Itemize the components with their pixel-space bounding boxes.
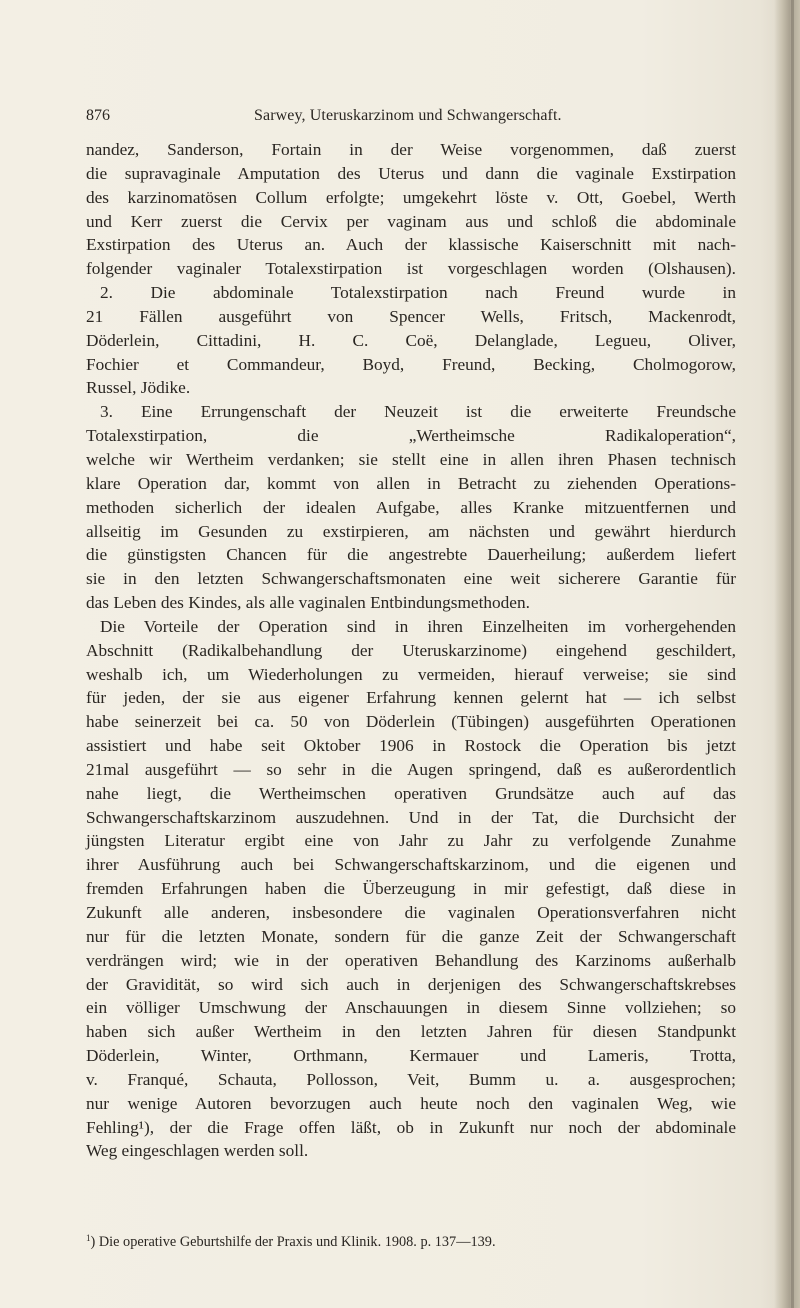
text-line: sie in den letzten Schwangerschaftsmonaten eine weit sicherere Garantie für <box>86 569 736 589</box>
text-line: Schwangerschaftskarzinom auszudehnen. Und in der Tat, die Durchsicht der <box>86 807 736 827</box>
text-line: Fehling¹), der die Frage offen läßt, ob in Zukunft nur noch der abdominale <box>86 1117 736 1137</box>
text-line: weshalb ich, um Wiederholungen zu vermeiden, hierauf verweise; sie sind <box>86 664 736 684</box>
text-line: des karzinomatösen Collum erfolgte; umgekehrt löste v. Ott, Goebel, Werth <box>86 187 736 207</box>
text-line: 21mal ausgeführt — so sehr in die Augen springend, daß es außerordentlich <box>86 759 736 779</box>
text-line: folgender vaginaler Totalexstirpation ist vorgeschlagen worden (Olshausen). <box>86 259 736 279</box>
binding-edge <box>791 0 794 1308</box>
text-line: methoden sicherlich der idealen Aufgabe, alles Kranke mitzuentfernen und <box>86 497 736 517</box>
text-line: nur wenige Autoren bevorzugen auch heute noch den vaginalen Weg, wie <box>86 1093 736 1113</box>
text-line: das Leben des Kindes, als alle vaginalen Entbindungsmethoden. <box>86 593 530 613</box>
text-line: v. Franqué, Schauta, Pollosson, Veit, Bumm u. a. ausgesprochen; <box>86 1069 736 1089</box>
text-line: Russel, Jödike. <box>86 378 191 398</box>
text-line: Döderlein, Cittadini, H. C. Coë, Delanglade, Legueu, Oliver, <box>86 330 736 350</box>
text-line: ein völliger Umschwung der Anschauungen in diesem Sinne vollziehen; so <box>86 998 736 1018</box>
text-line: Die Vorteile der Operation sind in ihren Einzelheiten im vorhergehenden <box>100 616 736 636</box>
text-line: ihrer Ausführung auch bei Schwangerschaftskarzinom, und die eigenen und <box>86 855 736 875</box>
text-line: fremden Erfahrungen haben die Überzeugung in mir gefestigt, daß diese in <box>86 879 736 899</box>
text-line: klare Operation dar, kommt von allen in Betracht zu ziehenden Operations- <box>86 473 736 493</box>
text-line: allseitig im Gesunden zu exstirpieren, am nächsten und gewährt hierdurch <box>86 521 736 541</box>
page-header <box>86 106 736 126</box>
text-line: die günstigsten Chancen für die angestrebte Dauerheilung; außerdem liefert <box>86 545 736 565</box>
text-line: Exstirpation des Uterus an. Auch der klassische Kaiserschnitt mit nach- <box>86 235 736 255</box>
text-line: der Gravidität, so wird sich auch in derjenigen des Schwangerschaftskrebses <box>86 974 736 994</box>
text-line: assistiert und habe seit Oktober 1906 in Rostock die Operation bis jetzt <box>86 736 736 756</box>
footnote-marker: 1 <box>86 1233 91 1243</box>
body-text <box>86 138 736 1163</box>
text-line: und Kerr zuerst die Cervix per vaginam aus und schloß die abdominale <box>86 211 736 231</box>
footnote-text: Die operative Geburtshilfe der Praxis und Klinik. 1908. p. 137—139. <box>98 1234 496 1250</box>
text-line: die supravaginale Amputation des Uterus und dann die vaginale Exstirpation <box>86 163 736 183</box>
text-line: Döderlein, Winter, Orthmann, Kermauer und Lameris, Trotta, <box>86 1046 736 1066</box>
text-line: 3. Eine Errungenschaft der Neuzeit ist die erweiterte Freundsche <box>100 402 736 422</box>
text-line: nahe liegt, die Wertheimschen operativen Grundsätze auch auf das <box>86 783 736 803</box>
text-line: haben sich außer Wertheim in den letzten Jahren für diesen Standpunkt <box>86 1022 736 1042</box>
text-line: welche wir Wertheim verdanken; sie stellt eine in allen ihren Phasen technisch <box>86 449 736 469</box>
text-line: nandez, Sanderson, Fortain in der Weise vorgenommen, daß zuerst <box>86 140 736 159</box>
text-line: jüngsten Literatur ergibt eine von Jahr zu Jahr zu verfolgende Zunahme <box>86 831 736 851</box>
page-number: 876 <box>86 107 110 124</box>
text-line: 21 Fällen ausgeführt von Spencer Wells, Fritsch, Mackenrodt, <box>86 306 736 326</box>
text-line: für jeden, der sie aus eigener Erfahrung kennen gelernt hat — ich selbst <box>86 688 736 708</box>
text-line: Weg eingeschlagen werden soll. <box>86 1141 309 1161</box>
text-line: Totalexstirpation, die „Wertheimsche Radikaloperation“, <box>86 426 736 446</box>
page-edge-shadow <box>774 0 800 1308</box>
text-line: Zukunft alle anderen, insbesondere die vaginalen Operationsverfahren nicht <box>86 903 736 922</box>
text-line: verdrängen wird; wie in der operativen Behandlung des Karzinoms außerhalb <box>86 950 736 970</box>
text-line: habe seinerzeit bei ca. 50 von Döderlein (Tübingen) ausgeführten Operationen <box>86 712 736 732</box>
running-title: Sarwey, Uteruskarzinom und Schwangerschaft. <box>254 107 562 124</box>
footnote: $^1$) Die operative Geburtshilfe der Praxis und Klinik. 1908. p. 137—139. <box>86 1233 496 1250</box>
text-line: Abschnitt (Radikalbehandlung der Uteruskarzinome) eingehend geschildert, <box>86 640 736 660</box>
text-line: 2. Die abdominale Totalexstirpation nach Freund wurde in <box>100 283 736 303</box>
text-line: Fochier et Commandeur, Boyd, Freund, Becking, Cholmogorow, <box>86 354 736 374</box>
text-line: nur für die letzten Monate, sondern für die ganze Zeit der Schwangerschaft <box>86 926 736 946</box>
